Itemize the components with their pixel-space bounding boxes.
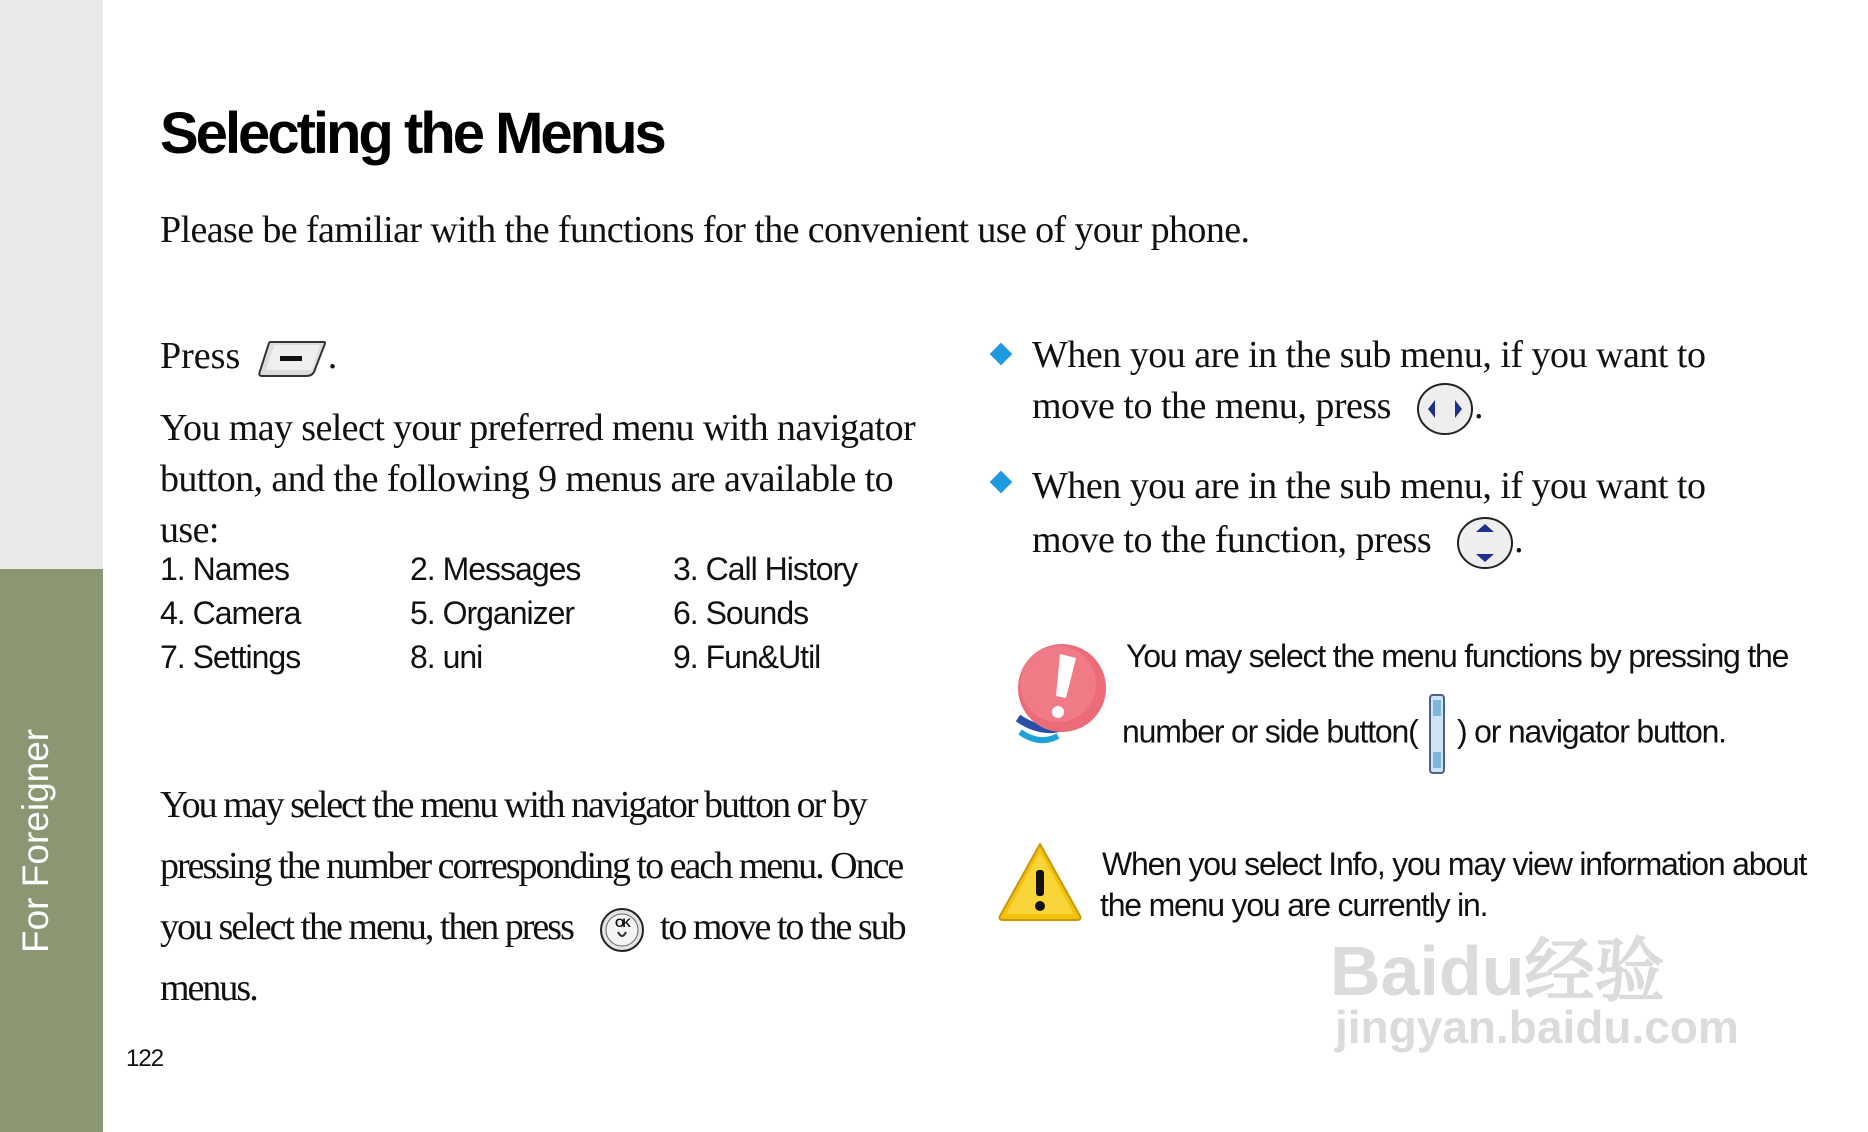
press-line xyxy=(160,334,337,378)
bullet-item xyxy=(1032,330,1752,436)
up-down-nav-icon xyxy=(1456,516,1514,570)
menu-item: 3. Call History xyxy=(673,551,858,587)
menu-item: 2. Messages xyxy=(410,551,581,587)
navigation-paragraph xyxy=(160,775,920,1019)
exclamation-note-icon xyxy=(1010,640,1110,750)
bullet-text: When you are in the sub menu, if you want to move to the function, press xyxy=(1032,465,1706,561)
left-right-nav-icon xyxy=(1416,382,1474,436)
page-number: 122 xyxy=(126,1045,164,1072)
bullet-end: . xyxy=(1473,385,1483,427)
note-text-line xyxy=(1122,694,1726,774)
bullet-item xyxy=(1032,459,1752,570)
navigation-text-end: to move to the sub menus. xyxy=(160,906,905,1009)
bullet-diamond-icon xyxy=(990,343,1013,366)
menu-key-icon xyxy=(256,340,328,378)
ok-key-label: OK xyxy=(615,916,630,931)
menu-intro-paragraph: You may select your preferred menu with navigator button, and the following 9 menus are available to use: xyxy=(160,407,916,551)
sidebar-top-band xyxy=(0,0,103,569)
watermark-url: jingyan.baidu.com xyxy=(1335,1001,1739,1053)
side-button-icon xyxy=(1429,694,1445,774)
watermark-brand: Baidu经验 xyxy=(1330,932,1665,1010)
sidebar-label: For Foreigner xyxy=(15,728,56,953)
menu-item: 1. Names xyxy=(160,551,289,587)
press-text: Press xyxy=(160,335,241,377)
navigation-text: You may select the menu with navigator button or by pressing the number corresponding to each menu. Once you select the menu, then press xyxy=(160,784,903,948)
warning-text: the menu you are currently in. xyxy=(1100,887,1488,923)
bullet-diamond-icon xyxy=(990,471,1013,494)
page-title: Selecting the Menus xyxy=(160,101,664,166)
bullet-end: . xyxy=(1514,519,1524,561)
press-period: . xyxy=(327,335,338,377)
menu-item: 5. Organizer xyxy=(410,595,575,631)
warning-icon xyxy=(996,840,1084,922)
bullet-text: When you are in the sub menu, if you want to move to the menu, press xyxy=(1032,334,1706,427)
menu-item: 4. Camera xyxy=(160,595,301,631)
menu-item: 8. uni xyxy=(410,639,483,675)
note-text: You may select the menu functions by pressing the xyxy=(1126,638,1789,674)
warning-text: When you select Info, you may view information about xyxy=(1102,846,1807,882)
ok-key-icon xyxy=(598,906,646,954)
menu-item: 7. Settings xyxy=(160,639,301,675)
note-text: number or side button( xyxy=(1122,713,1418,750)
intro-text: Please be familiar with the functions for the convenient use of your phone. xyxy=(160,209,1250,251)
menu-item: 6. Sounds xyxy=(673,595,809,631)
note-text: ) or navigator button. xyxy=(1456,713,1726,750)
menu-item: 9. Fun&Util xyxy=(673,639,821,675)
